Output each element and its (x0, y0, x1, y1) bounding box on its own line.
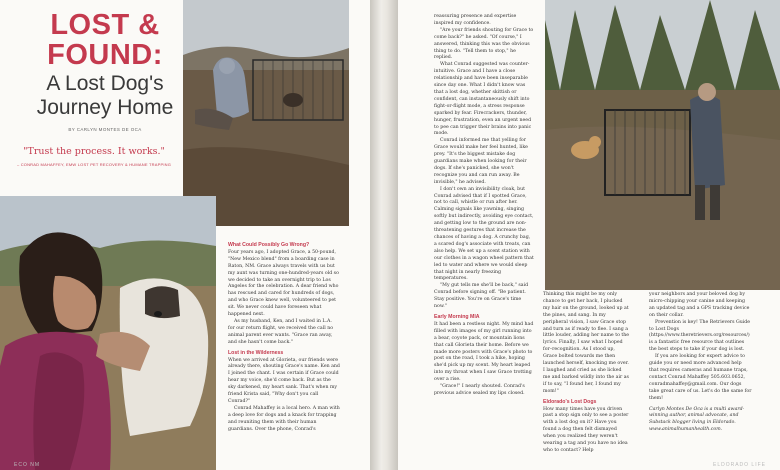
paragraph: your neighbors and your beloved dog by micro-chipping your canine and keeping an updated tag and a GPS tracking device on their collar. (649, 292, 750, 318)
pull-quote-text: "Trust the process. It works." (23, 146, 165, 157)
paragraph: Four years ago, I adopted Grace, a 50-pound, "New Mexico blend" from a boarding case in Raton, NM. Grace always travels with us but my aunt was turning one-hundred-years old so we decided to take an overnight trip to Los Angeles for the celebration. A dear friend who has rescued and cared for hundreds of dogs, and who Grace knew well, volunteered to pet sit. We never could have foreseen what happened next. (228, 249, 339, 318)
photo-author-with-dog (0, 196, 216, 470)
paragraph: "My gut tells me she'll be back," said Conrad before signing off. "Be patient. Stay positive. You're on Grace's time now." (434, 283, 529, 310)
paragraph: How many times have you driven past a stop sign only to see a poster with a lost dog on it? Have you found a dog then felt dismayed when you realized they weren't wearing a tag and you have no idea who to contact? Help (543, 406, 629, 453)
paragraph: Conrad Mahaffey is a local hero. A man with a deep love for dogs and a knack for trapping and reuniting them with their human guardians. Over the phone, Conrad's (228, 405, 340, 432)
paragraph: I don't own an invisibility cloak, but Conrad advised that if I spotted Grace, not to call, whistle or run after her. Calming signals like yawning, singing softly but indirectly, avoiding eye contact, and getting low to the ground are non-threatening gestures that increase the chances of having a dog. A crunchy bag, a scared dog's associate with treats, can also help. We set up a scent station with our clothes in a wagon wheel pattern that led to water and where we would sleep that night in nearly freezing temperatures. (434, 186, 534, 282)
section-heading-eldorado-lost-dogs: Eldorado's Lost Dogs (543, 398, 597, 405)
article-subtitle: A Lost Dog's Journey Home (36, 72, 174, 119)
right-page (398, 0, 780, 470)
paragraph: It had been a restless night. My mind had filled with images of my girl running into a bear, coyote pack, or mountain lions that call Glorieta their home. Before we made more posters with Grace's photo to post on the road, I took a hike, hoping she'd pick up my scent. My heart leaped into my throat when I saw Grace trotting over a rise. (434, 321, 534, 383)
article-column-c (543, 292, 630, 455)
paragraph: When we arrived at Glorieta, our friends were already there, shouting Grace's name. Ken and I joined the chant. I was certain if Grace could hear my voice, she'd come back. But as the sky darkened, my heart sank. That's when my friend Krista said, "Why don't you call Conrad?" (228, 357, 340, 404)
photo-author-with-dog-illustration (0, 196, 216, 470)
paragraph: As my husband, Ken, and I waited in L.A. for our return flight, we received the call no animal parent ever wants. "Grace ran away, and she hasn't come back." (228, 318, 334, 345)
section-heading-what-could-go-wrong: What Could Possibly Go Wrong? (228, 242, 310, 248)
article-column-b (434, 14, 534, 398)
paragraph: Prevention is key! The Retrievers Guide to Lost Dogs (https://www.theretrievers.org/resources/) is a fantastic free resource that outlines the best steps to take if your dog is lost. (649, 319, 751, 353)
section-heading-early-morning: Early Morning MIA (434, 313, 480, 320)
footer-left: ECO NM (14, 462, 40, 468)
photo-man-with-trap-illustration (545, 0, 780, 290)
paragraph: Thinking this might be my only chance to get her back, I plucked my hair on the ground, looked up at the pines, and sang. In my peripheral vision, I saw Grace stop and turn as if ready to flee. I sang a little louder, adding her name to the lyrics. Finally, I saw what I hoped for–recognition. As I stood up, Grace bolted towards me then launched herself, knocking me over. I laughed and cried as she licked me and barked wildly into the air as if to say, "I found her, I found my mom!" (543, 292, 630, 394)
article-column-a (228, 239, 340, 433)
paragraph: "Are your friends shouting for Grace to come back?" he asked. "Of course," I answered, thinking this was the obvious thing to do. "Tell them to stop," he replied. (434, 27, 534, 61)
pull-quote (14, 146, 174, 167)
byline: BY CARLYN MONTES DE OCA (68, 127, 142, 132)
section-heading-lost-in-wilderness: Lost in the Wilderness (228, 349, 284, 356)
page-gutter (370, 0, 398, 470)
paragraph: Conrad informed me that yelling for Grace would make her feel hunted, like prey. "It's the biggest mistake dog guardians make when looking for their dogs. If she's panicked, she won't recognize you and can run away. Be invisible," he advised. (434, 138, 528, 185)
paragraph: "Grace!" I nearly shouted. Conrad's previous advice sealed my lips closed. (434, 384, 525, 396)
article-title: LOST & FOUND: (47, 9, 163, 71)
photo-man-with-trap (545, 0, 780, 290)
article-title-block (30, 10, 180, 120)
left-page (0, 0, 370, 470)
paragraph: What Conrad suggested was counter-intuitive. Grace and I have a close relationship and have been inseparable since day one. What I didn't know was that a lost dog, whether skittish or confident, can instantaneously shift into fight-or-flight mode, a stress response sparked by fear. Firecrackers, thunder, hunger, frustration, even an urgent need to pee can trigger their brains into panic mode. (434, 62, 532, 137)
paragraph: reassuring presence and expertise inspired my confidence. (434, 14, 517, 26)
photo-trap-setup (183, 0, 349, 226)
article-column-d (649, 292, 752, 434)
pull-quote-attribution: – CONRAD MAHAFFEY, EMW LOST PET RECOVERY & HUMANE TRAPPING (16, 162, 172, 167)
photo-trap-setup-illustration (183, 0, 349, 226)
paragraph: If you are looking for expert advice to guide you or need more advanced help that requires cameras and humane traps, contact Conrad Mahaffey 505.603.0652, conradmahaffey@gmail.com. Our dogs take great care of us. Let's do the same for them! (649, 354, 752, 401)
footer-right: ELDORADO LIFE (712, 462, 766, 468)
author-bio: Carlyn Montes De Oca is a multi award-winning author, animal advocate, and Substack blogger living in Eldorado. www.animalhumanhealth.com. (649, 406, 745, 433)
